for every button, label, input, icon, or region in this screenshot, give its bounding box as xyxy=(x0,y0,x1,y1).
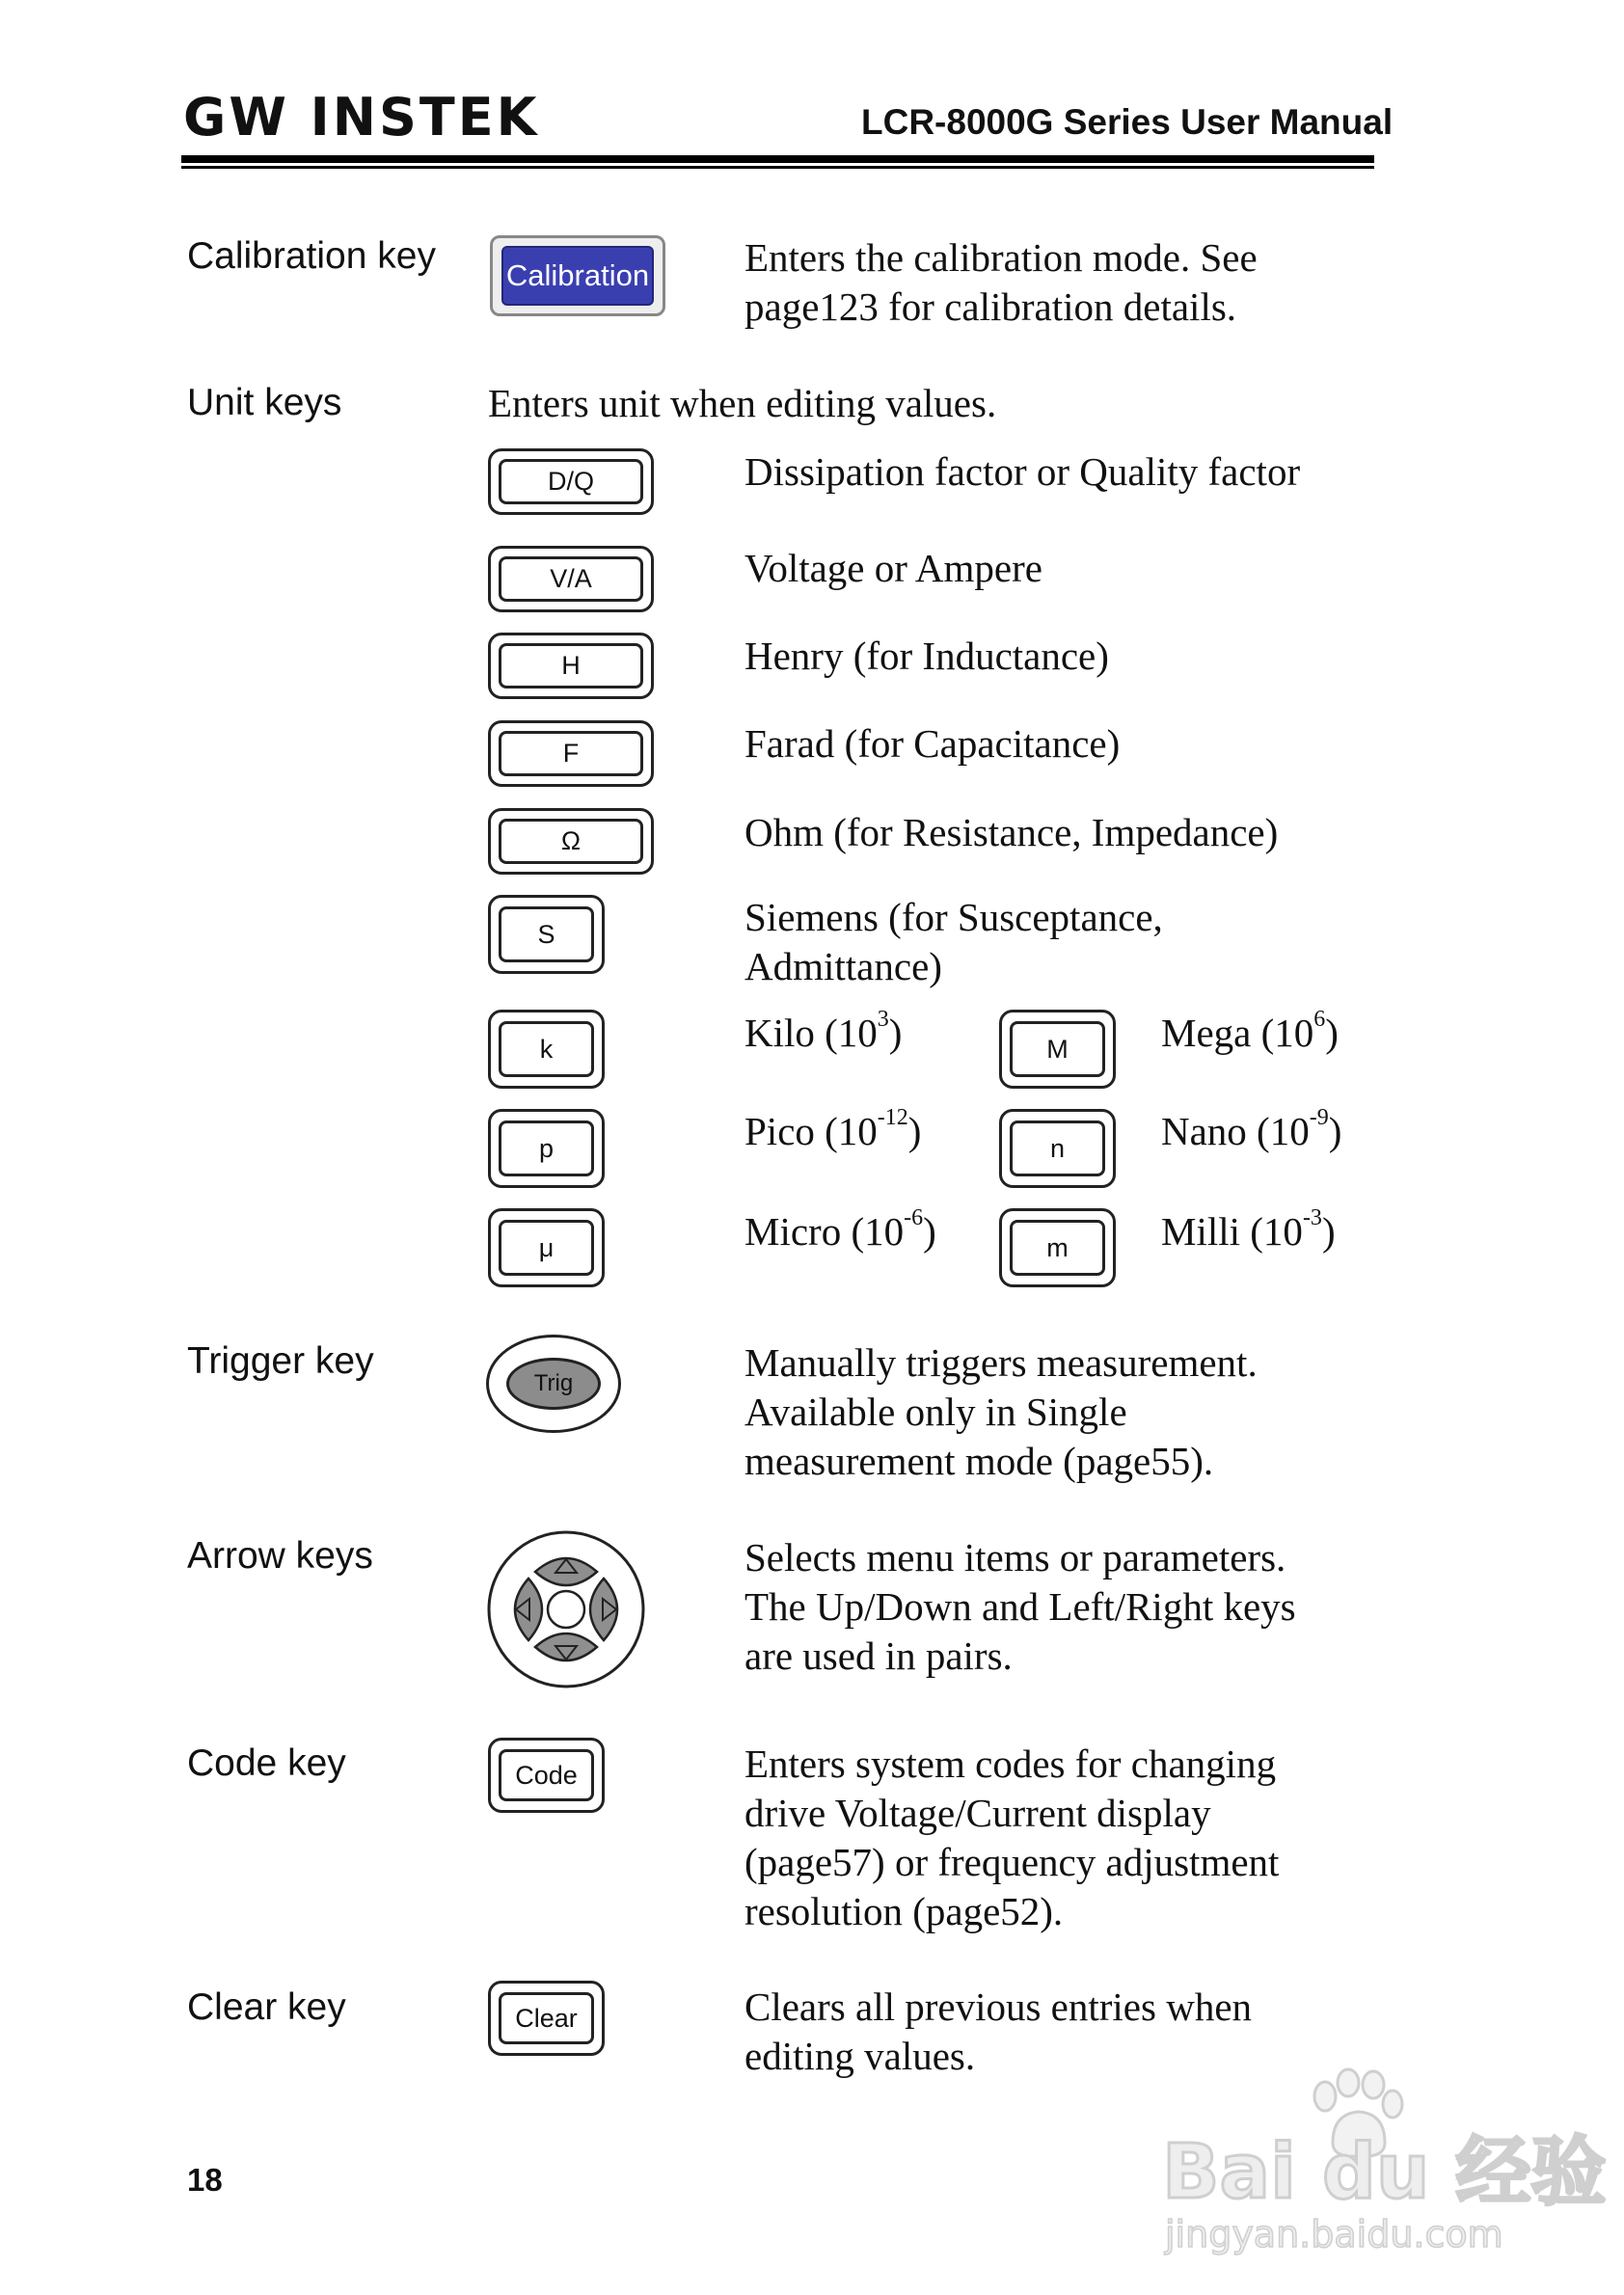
watermark-url: jingyan.baidu.com xyxy=(1165,2213,1503,2255)
watermark-brand: Bai du 经验 xyxy=(1162,2129,1607,2216)
arrow-keys-label: Arrow keys xyxy=(187,1535,373,1577)
code-description xyxy=(744,1740,1371,1936)
close-paren: ) xyxy=(1325,1011,1339,1055)
henry-key-label: H xyxy=(499,643,643,688)
calibration-desc-line: page123 for calibration details. xyxy=(744,284,1237,329)
clear-key[interactable] xyxy=(488,1981,605,2056)
clear-desc-line: editing values. xyxy=(744,2034,976,2078)
siemens-description xyxy=(744,893,1163,991)
pico-description xyxy=(744,1107,921,1156)
unit-keys-intro: Enters unit when editing values. xyxy=(488,381,997,425)
farad-description: Farad (for Capacitance) xyxy=(744,721,1121,766)
henry-description: Henry (for Inductance) xyxy=(744,634,1109,678)
micro-exponent: -6 xyxy=(904,1205,924,1231)
code-key[interactable] xyxy=(488,1738,605,1813)
pico-name: Pico (10 xyxy=(744,1109,878,1153)
clear-description xyxy=(744,1983,1371,2081)
trigger-key-label: Trig xyxy=(506,1358,601,1410)
milli-key[interactable] xyxy=(999,1208,1116,1287)
nano-description xyxy=(1161,1107,1341,1156)
calibration-key-label: Calibration xyxy=(501,246,654,306)
brand-logo: GW INSTEK xyxy=(183,87,540,148)
va-key-label: V/A xyxy=(499,556,643,602)
mega-key[interactable] xyxy=(999,1010,1116,1089)
ohm-key-label: Ω xyxy=(499,819,643,864)
trigger-desc-line: Manually triggers measurement. xyxy=(744,1340,1258,1385)
arrow-center-circle xyxy=(548,1591,584,1628)
mega-exponent: 6 xyxy=(1313,1007,1326,1033)
dq-key[interactable] xyxy=(488,448,654,515)
calibration-label: Calibration key xyxy=(187,235,436,277)
pico-exponent: -12 xyxy=(877,1105,908,1131)
close-paren: ) xyxy=(1321,1209,1336,1254)
calibration-desc-line: Enters the calibration mode. See xyxy=(744,235,1258,280)
kilo-description xyxy=(744,1009,902,1058)
va-description: Voltage or Ampere xyxy=(744,546,1042,590)
mega-description xyxy=(1161,1009,1339,1058)
nano-exponent: -9 xyxy=(1309,1105,1329,1131)
mega-key-label: M xyxy=(1010,1021,1105,1077)
arrow-desc-line: Selects menu items or parameters. xyxy=(744,1535,1286,1580)
mega-name: Mega (10 xyxy=(1161,1011,1314,1055)
close-paren: ) xyxy=(923,1209,936,1254)
ohm-key[interactable] xyxy=(488,808,654,875)
trigger-key[interactable] xyxy=(486,1335,621,1433)
calibration-key[interactable] xyxy=(490,235,665,316)
clear-key-label-text: Clear key xyxy=(187,1986,346,2028)
calibration-description xyxy=(744,233,1362,332)
dq-description: Dissipation factor or Quality factor xyxy=(744,449,1301,494)
farad-key[interactable] xyxy=(488,720,654,787)
clear-desc-line: Clears all previous entries when xyxy=(744,1984,1253,2029)
unit-keys-label: Unit keys xyxy=(187,382,342,423)
code-key-label-text: Code key xyxy=(187,1742,346,1784)
ohm-description: Ohm (for Resistance, Impedance) xyxy=(744,810,1279,854)
code-desc-line: drive Voltage/Current display xyxy=(744,1791,1211,1835)
header-rule-thin xyxy=(181,166,1374,169)
micro-description xyxy=(744,1207,936,1256)
milli-key-label: m xyxy=(1010,1220,1105,1276)
nano-name: Nano (10 xyxy=(1161,1109,1310,1153)
siemens-key-label: S xyxy=(499,906,594,962)
arrow-pad-icon[interactable] xyxy=(486,1529,646,1689)
close-paren: ) xyxy=(888,1011,903,1055)
arrow-desc-line: are used in pairs. xyxy=(744,1634,1013,1678)
close-paren: ) xyxy=(907,1109,922,1153)
milli-description xyxy=(1161,1207,1336,1256)
henry-key[interactable] xyxy=(488,633,654,699)
nano-key-label: n xyxy=(1010,1120,1105,1176)
trigger-description xyxy=(744,1338,1362,1486)
close-paren: ) xyxy=(1328,1109,1342,1153)
code-desc-line: Enters system codes for changing xyxy=(744,1742,1277,1786)
siemens-key[interactable] xyxy=(488,895,605,974)
kilo-exponent: 3 xyxy=(877,1007,889,1033)
va-key[interactable] xyxy=(488,546,654,612)
code-key-label: Code xyxy=(499,1749,594,1801)
kilo-key-label: k xyxy=(499,1021,594,1077)
milli-exponent: -3 xyxy=(1302,1205,1322,1231)
micro-key[interactable] xyxy=(488,1208,605,1287)
siemens-desc-line: Admittance) xyxy=(744,944,942,988)
trigger-desc-line: measurement mode (page55). xyxy=(744,1439,1214,1483)
pico-key[interactable] xyxy=(488,1109,605,1188)
pico-key-label: p xyxy=(499,1120,594,1176)
dq-key-label: D/Q xyxy=(499,459,643,504)
farad-key-label: F xyxy=(499,731,643,776)
micro-key-label: μ xyxy=(499,1220,594,1276)
page-number: 18 xyxy=(187,2162,223,2198)
arrow-description xyxy=(744,1533,1371,1681)
kilo-name: Kilo (10 xyxy=(744,1011,878,1055)
manual-title: LCR-8000G Series User Manual xyxy=(861,102,1394,142)
trigger-label: Trigger key xyxy=(187,1340,374,1382)
nano-key[interactable] xyxy=(999,1109,1116,1188)
code-desc-line: resolution (page52). xyxy=(744,1889,1064,1933)
milli-name: Milli (10 xyxy=(1161,1209,1303,1254)
code-desc-line: (page57) or frequency adjustment xyxy=(744,1840,1280,1884)
clear-key-label: Clear xyxy=(499,1992,594,2044)
arrow-desc-line: The Up/Down and Left/Right keys xyxy=(744,1584,1296,1629)
kilo-key[interactable] xyxy=(488,1010,605,1089)
trigger-desc-line: Available only in Single xyxy=(744,1390,1127,1434)
header-rule-thick xyxy=(181,155,1374,163)
siemens-desc-line: Siemens (for Susceptance, xyxy=(744,895,1163,939)
micro-name: Micro (10 xyxy=(744,1209,905,1254)
